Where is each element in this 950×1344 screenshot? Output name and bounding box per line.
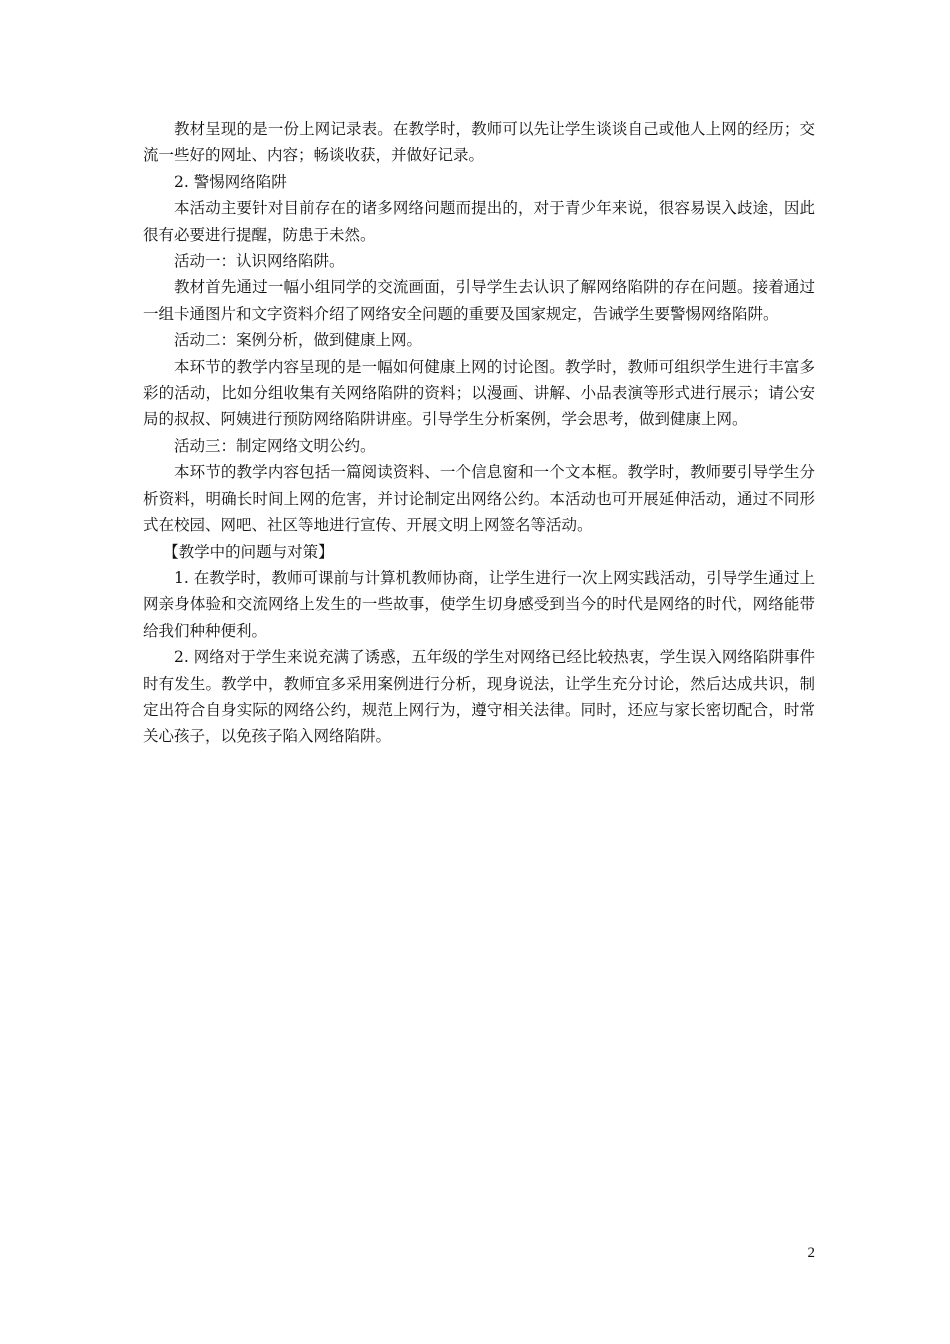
paragraph-strategy-two: 2. 网络对于学生来说充满了诱惑，五年级的学生对网络已经比较热衷，学生误入网络陷阱事件时有发生。教学中，教师宜多采用案例进行分析，现身说法，让学生充分讨论，然后达成共识，制定出符合自身实际的网络公约，规范上网行为，遵守相关法律。同时，还应与家长密切配合，时常关心孩子，以免孩子陷入网络陷阱。 [143,648,815,746]
paragraph-activity-purpose: 本活动主要针对目前存在的诸多网络问题而提出的，对于青少年来说，很容易误入歧途，因此很有必要进行提醒，防患于未然。 [143,199,815,244]
section-heading-problems-strategies: 【教学中的问题与对策】 [163,542,334,561]
activity-one-heading: 活动一：认识网络陷阱。 [174,252,345,271]
document-body [143,116,815,750]
activity-two-heading: 活动二：案例分析，做到健康上网。 [174,331,423,350]
activity-three-heading: 活动三：制定网络文明公约。 [174,436,376,455]
paragraph-activity-three: 本环节的教学内容包括一篇阅读资料、一个信息窗和一个文本框。教学时，教师要引导学生分析资料，明确长时间上网的危害，并讨论制定出网络公约。本活动也可开展延伸活动，通过不同形式在校园、网吧、社区等地进行宣传、开展文明上网签名等活动。 [143,463,815,535]
paragraph-intro-record-table: 教材呈现的是一份上网记录表。在教学时，教师可以先让学生谈谈自己或他人上网的经历；交流一些好的网址、内容；畅谈收获，并做好记录。 [143,120,815,165]
page-number: 2 [807,1245,815,1261]
paragraph-activity-two: 本环节的教学内容呈现的是一幅如何健康上网的讨论图。教学时，教师可组织学生进行丰富多彩的活动，比如分组收集有关网络陷阱的资料；以漫画、讲解、小品表演等形式进行展示；请公安局的叔叔、阿姨进行预防网络陷阱讲座。引导学生分析案例，学会思考，做到健康上网。 [143,357,815,429]
paragraph-activity-one: 教材首先通过一幅小组同学的交流画面，引导学生去认识了解网络陷阱的存在问题。接着通过一组卡通图片和文字资料介绍了网络安全问题的重要及国家规定，告诫学生要警惕网络陷阱。 [143,278,815,323]
section-heading-network-traps: 2. 警惕网络陷阱 [174,172,287,191]
paragraph-strategy-one: 1. 在教学时，教师可课前与计算机教师协商，让学生进行一次上网实践活动，引导学生通过上网亲身体验和交流网络上发生的一些故事，使学生切身感受到当今的时代是网络的时代，网络能带给我们种种便利。 [143,568,815,640]
